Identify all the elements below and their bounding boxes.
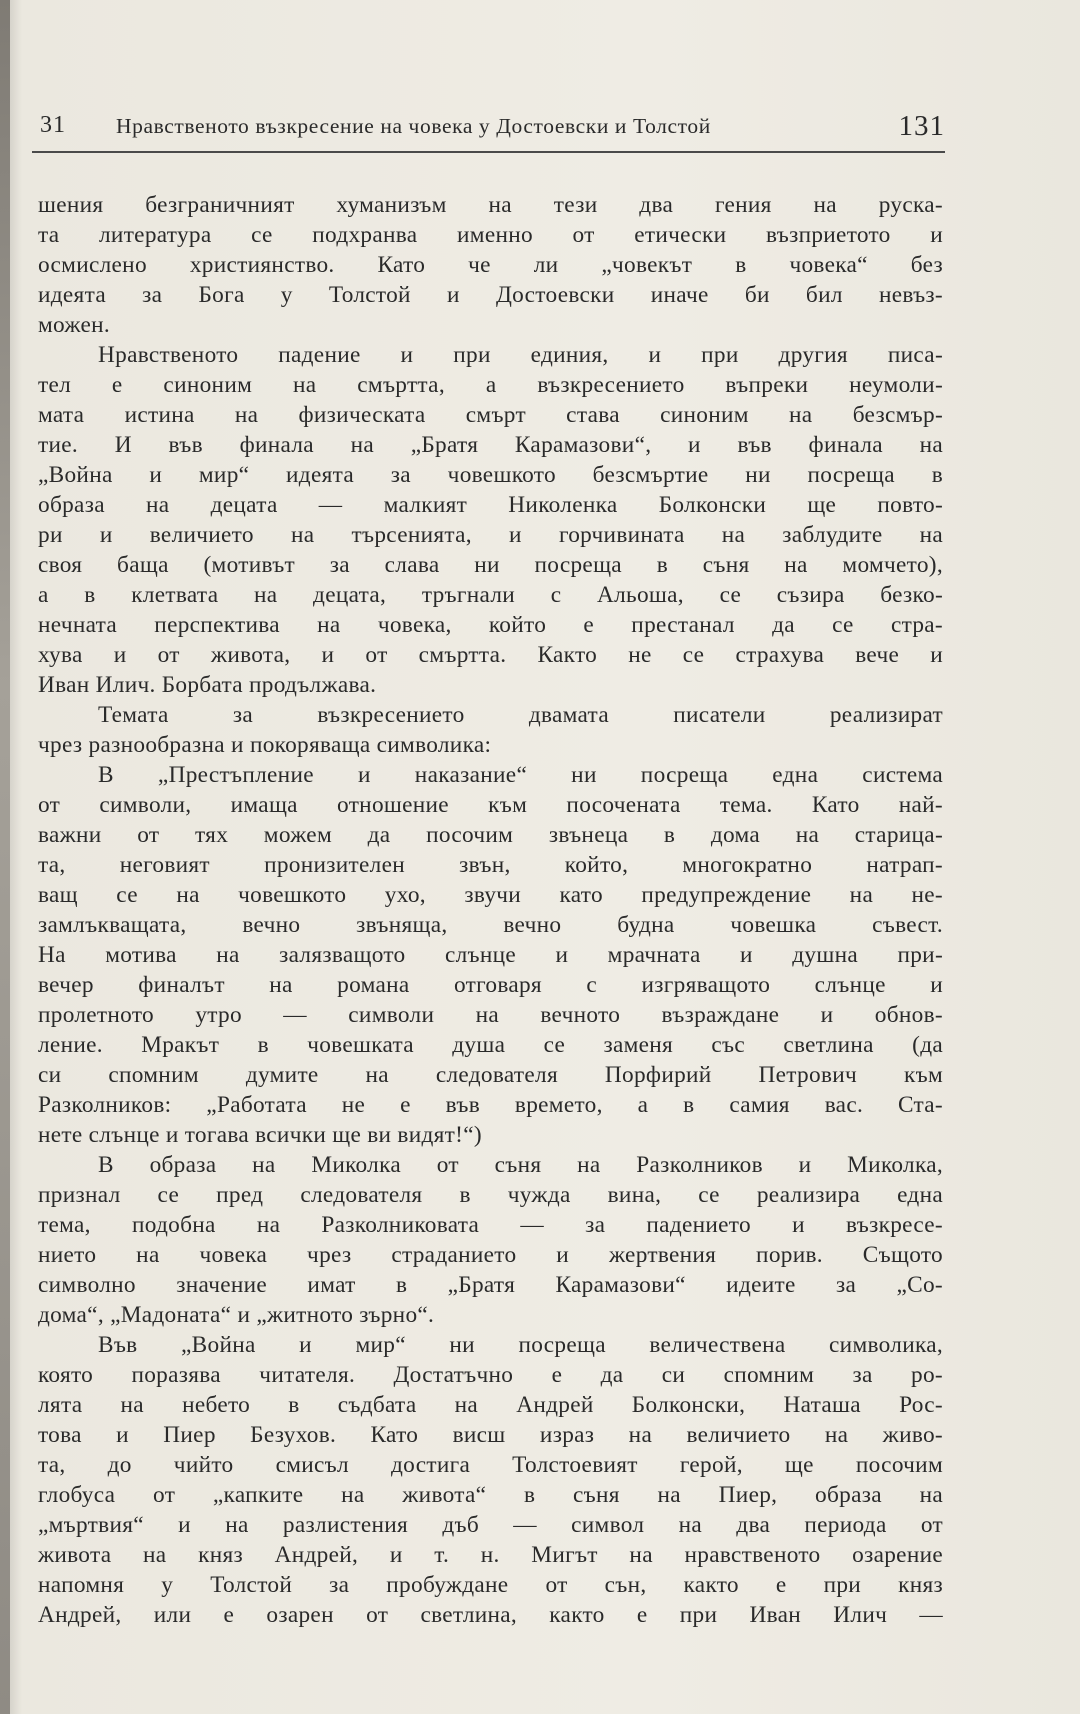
body-text xyxy=(38,190,943,1630)
text-line: признал се пред следователя в чужда вина, се реализира една xyxy=(38,1182,943,1208)
text-line: Иван Илич. Борбата продължава. xyxy=(38,672,377,698)
text-line: Андрей, или е озарен от светлина, както е при Иван Илич — xyxy=(38,1602,943,1628)
text-line: В образа на Миколка от съня на Разколников и Миколка, xyxy=(98,1152,943,1178)
text-line: глобуса от „капките на живота“ в съня на Пиер, образа на xyxy=(38,1482,943,1508)
text-line: това и Пиер Безухов. Като висш израз на величието на живо- xyxy=(38,1422,943,1448)
text-line: тел е синоним на смъртта, а възкресението въпреки неумоли- xyxy=(38,372,943,398)
running-title: Нравственото възкресение на човека у Достоевски и Толстой xyxy=(116,114,711,138)
text-line: Темата за възкресението двамата писатели реализират xyxy=(98,702,943,728)
text-line: напомня у Толстой за пробуждане от сън, както е при княз xyxy=(38,1572,943,1598)
text-line: та литература се подхранва именно от етически възприетото и xyxy=(38,222,943,248)
page-number: 131 xyxy=(898,110,945,142)
text-line: си спомним думите на следователя Порфирий Петрович към xyxy=(38,1062,943,1088)
text-line: от символи, имаща отношение към посочената тема. Като най- xyxy=(38,792,943,818)
text-line: та, до чийто смисъл достига Толстоевият герой, ще посочим xyxy=(38,1452,943,1478)
running-header xyxy=(40,112,945,148)
text-line: осмислено християнство. Като че ли „човекът в човека“ без xyxy=(38,252,943,278)
text-line: замлъкващата, вечно звъняща, вечно будна човешка съвест. xyxy=(38,912,943,938)
text-line: Във „Война и мир“ ни посреща величествена символика, xyxy=(98,1332,943,1358)
text-line: хува и от живота, и от смъртта. Както не се страхува вече и xyxy=(38,642,943,668)
text-line: важни от тях можем да посочим звънеца в дома на старица- xyxy=(38,822,943,848)
text-line: живота на княз Андрей, и т. н. Мигът на нравственото озарение xyxy=(38,1542,943,1568)
text-line: та, неговият пронизителен звън, който, многократно натрап- xyxy=(38,852,943,878)
text-line: нието на човека чрез страданието и жертвения порив. Същото xyxy=(38,1242,943,1268)
text-line: ри и величието на търсенията, и горчивината на заблудите на xyxy=(38,522,943,548)
text-line: мата истина на физическата смърт става синоним на безсмър- xyxy=(38,402,943,428)
text-line: образа на децата — малкият Николенка Болконски ще повто- xyxy=(38,492,943,518)
text-line: пролетното утро — символи на вечното възраждане и обнов- xyxy=(38,1002,943,1028)
text-line: нечната перспектива на човека, който е престанал да се стра- xyxy=(38,612,943,638)
text-line: В „Престъпление и наказание“ ни посреща една система xyxy=(98,762,943,788)
text-line: която поразява читателя. Достатъчно е да си спомним за ро- xyxy=(38,1362,943,1388)
text-line: идеята за Бога у Толстой и Достоевски иначе би бил невъз- xyxy=(38,282,943,308)
text-line: „Война и мир“ идеята за човешкото безсмъртие ни посреща в xyxy=(38,462,943,488)
text-line: нете слънце и тогава всички ще ви видят!“) xyxy=(38,1122,482,1148)
text-line: чрез разнообразна и покоряваща символика: xyxy=(38,732,492,758)
text-line: ващ се на човешкото ухо, звучи като предупреждение на не- xyxy=(38,882,943,908)
text-line: Нравственото падение и при единия, и при другия писа- xyxy=(98,342,943,368)
text-line: тие. И във финала на „Братя Карамазови“, и във финала на xyxy=(38,432,943,458)
text-line: тема, подобна на Разколниковата — за падението и възкресе- xyxy=(38,1212,943,1238)
chapter-number: 31 xyxy=(40,112,66,138)
text-line: вечер финалът на романа отговаря с изгряващото слънце и xyxy=(38,972,943,998)
page-binding-edge xyxy=(0,0,10,1714)
text-line: лята на небето в съдбата на Андрей Болконски, Наташа Рос- xyxy=(38,1392,943,1418)
text-line: можен. xyxy=(38,312,111,338)
text-line: ление. Мракът в човешката душа се заменя със светлина (да xyxy=(38,1032,943,1058)
text-line: Разколников: „Работата не е във времето, а в самия вас. Ста- xyxy=(38,1092,943,1118)
header-rule xyxy=(32,151,945,153)
text-line: символно значение имат в „Братя Карамазови“ идеите за „Со- xyxy=(38,1272,943,1298)
text-line: шения безграничният хуманизъм на тези два гения на руска- xyxy=(38,192,943,218)
text-line: а в клетвата на децата, тръгнали с Альоша, се съзира безко- xyxy=(38,582,943,608)
text-line: „мъртвия“ и на разлистения дъб — символ на два периода от xyxy=(38,1512,943,1538)
text-line: дома“, „Мадоната“ и „житното зърно“. xyxy=(38,1302,435,1328)
text-line: На мотива на залязващото слънце и мрачната и душна при- xyxy=(38,942,943,968)
text-line: своя баща (мотивът за слава ни посреща в съня на момчето), xyxy=(38,552,943,578)
